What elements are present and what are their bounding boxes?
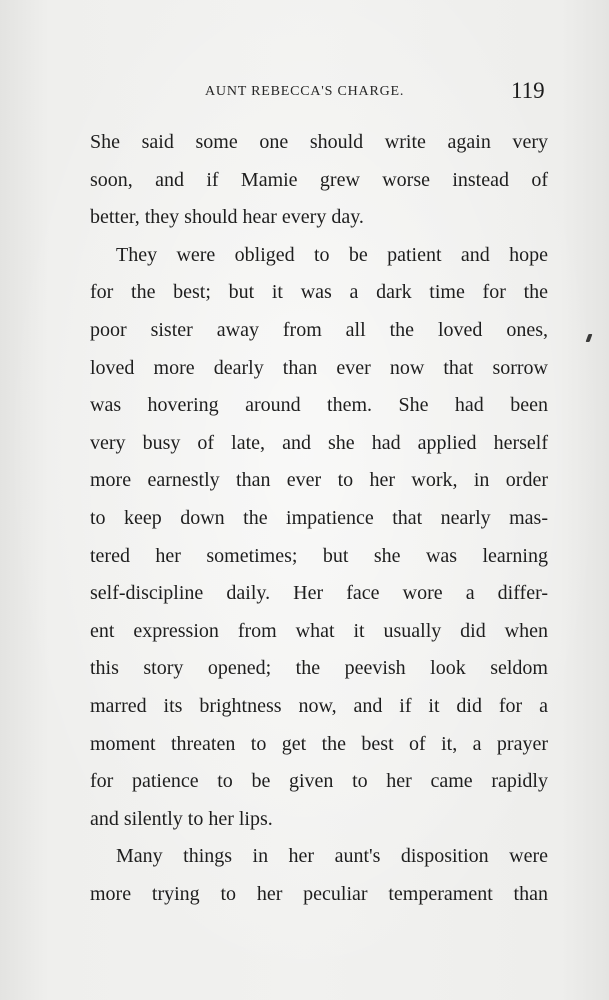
body-text [90, 124, 548, 913]
margin-ink-mark [586, 334, 593, 342]
text-line: She said some one should write again very [90, 131, 548, 153]
text-line: moment threaten to get the best of it, a prayer [90, 732, 548, 755]
running-head: AUNT REBECCA'S CHARGE. [205, 84, 405, 99]
text-line: Many things in her aunt's disposition were [116, 845, 548, 868]
text-line: for patience to be given to her came rapidly [90, 770, 548, 793]
page-header [0, 78, 609, 104]
text-line: self-discipline daily. Her face wore a differ- [90, 582, 548, 605]
text-line: for the best; but it was a dark time for the [90, 281, 548, 304]
text-line: ent expression from what it usually did when [90, 619, 548, 642]
text-line: was hovering around them. She had been [90, 394, 548, 417]
text-line: poor sister away from all the loved ones, [90, 318, 548, 341]
text-line: more earnestly than ever to her work, in order [90, 469, 548, 492]
page-number: 119 [511, 78, 545, 103]
text-line: soon, and if Mamie grew worse instead of [90, 168, 548, 191]
text-line: very busy of late, and she had applied herself [90, 431, 548, 454]
text-line: and silently to her lips. [90, 807, 273, 830]
text-line: tered her sometimes; but she was learning [90, 544, 548, 567]
text-line: to keep down the impatience that nearly mas- [90, 506, 548, 529]
text-line: They were obliged to be patient and hope [116, 243, 548, 266]
text-line: better, they should hear every day. [90, 206, 364, 229]
text-line: this story opened; the peevish look seldom [90, 657, 548, 680]
text-line: more trying to her peculiar temperament than [90, 882, 548, 905]
text-line: loved more dearly than ever now that sorrow [90, 356, 548, 379]
text-line: marred its brightness now, and if it did for a [90, 694, 548, 717]
